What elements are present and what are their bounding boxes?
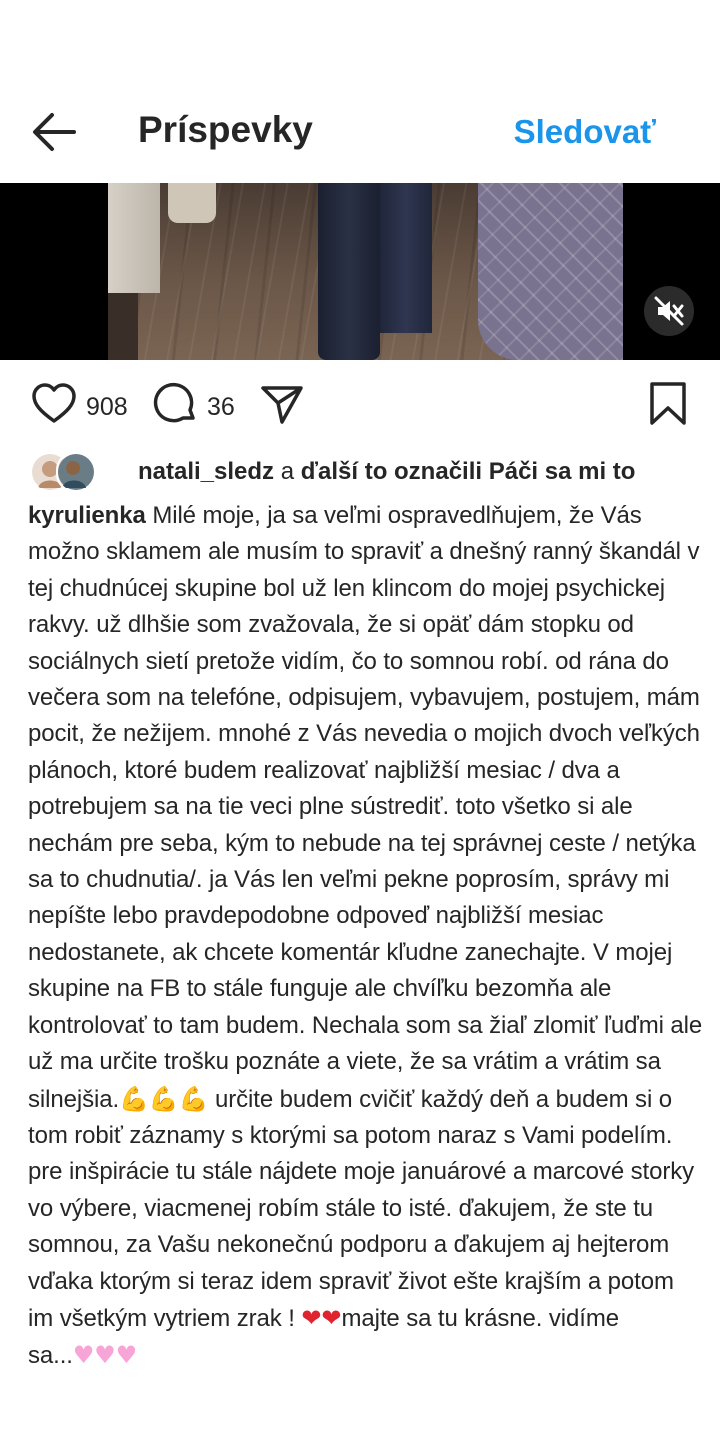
share-icon[interactable] [258, 380, 306, 428]
video-shadow [108, 293, 138, 360]
speaker-muted-icon [644, 286, 694, 336]
like-count[interactable]: 908 [86, 393, 128, 421]
comment-count[interactable]: 36 [207, 393, 235, 421]
likes-connector: a [274, 458, 301, 485]
video-frame [108, 183, 623, 360]
avatar[interactable] [56, 452, 96, 492]
video-bag [168, 183, 216, 223]
muscle-emoji: 💪💪💪 [119, 1084, 209, 1113]
caption-author[interactable]: kyrulienka [28, 502, 146, 529]
liker-username[interactable]: natali_sledz [138, 458, 275, 485]
post-actions [0, 380, 720, 434]
video-wall [108, 183, 160, 293]
video-leg [380, 183, 432, 333]
likes-text [138, 457, 635, 487]
post-video[interactable] [0, 183, 720, 360]
page-title: Príspevky [138, 109, 313, 150]
caption-text: Milé moje, ja sa veľmi ospravedlňujem, že Vás možno sklamem ale musím to spraviť a dnešný ranný škandál v tej chudnúcej skupine bol už len klincom do mojej psychickej rakvy. už dlhšie som zvažovala, že si opäť dám stopku od sociálnych sietí pretože vidím, čo to somnou robí. od rána do večera som na telefóne, odpisujem, vybavujem, postujem, mám pocit, že nežijem. mnohé z Vás nevedia o mojich dvoch veľkých plánoch, ktoré budem realizovať najbližší mesiac / dva a potrebujem sa na tie veci plne sústrediť. toto všetko si ale nechám pre seba, kým to nebude na tej správnej ceste / netýka sa to chudnutia/. ja Vás len veľmi pekne poprosím, správy mi nepíšte lebo pravdepodobne odpoveď najbližší mesiac nedostanete, ak chcete komentár kľudne zanechajte. V mojej skupine na FB to stále funguje ale chvíľku bezomňa ale kontrolovať to tam budem. Nechala som sa žiaľ zlomiť ľuďmi ale už ma určite trošku poznáte a viete, že sa vrátim a vrátim sa silnejšia. [28, 502, 703, 1113]
top-bar [0, 0, 720, 183]
likes-others[interactable]: ďalší to označili Páči sa mi to [300, 458, 636, 485]
mute-button[interactable] [644, 286, 694, 336]
video-bed [478, 183, 623, 360]
pink-heart-emoji: ♥♥♥ [72, 1341, 138, 1370]
likes-summary [30, 452, 710, 492]
caption-text: majte sa tu krásne. vidíme sa... [28, 1304, 619, 1370]
post-caption [28, 498, 704, 1375]
video-leg [318, 183, 380, 360]
heart-icon[interactable] [30, 380, 78, 428]
red-heart-emoji: ❤❤ [301, 1303, 342, 1332]
follow-button[interactable]: Sledovať [513, 113, 656, 150]
caption-text: určite budem cvičiť každý deň a budem si o tom robiť záznamy s ktorými sa potom naraz s Vami podelím. pre inšpirácie tu stále nájdete moje januárové a marcové storky vo výbere, viacmenej robím stále to isté. ďakujem, že ste tu somnou, za Vašu nekonečnú podporu a ďakujem aj hejterom vďaka ktorým si teraz idem spraviť život ešte krajším a potom im všetkým vytriem zrak ! [28, 1085, 695, 1332]
arrow-left-icon[interactable] [28, 108, 80, 156]
bookmark-icon[interactable] [648, 380, 688, 428]
comment-icon[interactable] [153, 380, 201, 428]
